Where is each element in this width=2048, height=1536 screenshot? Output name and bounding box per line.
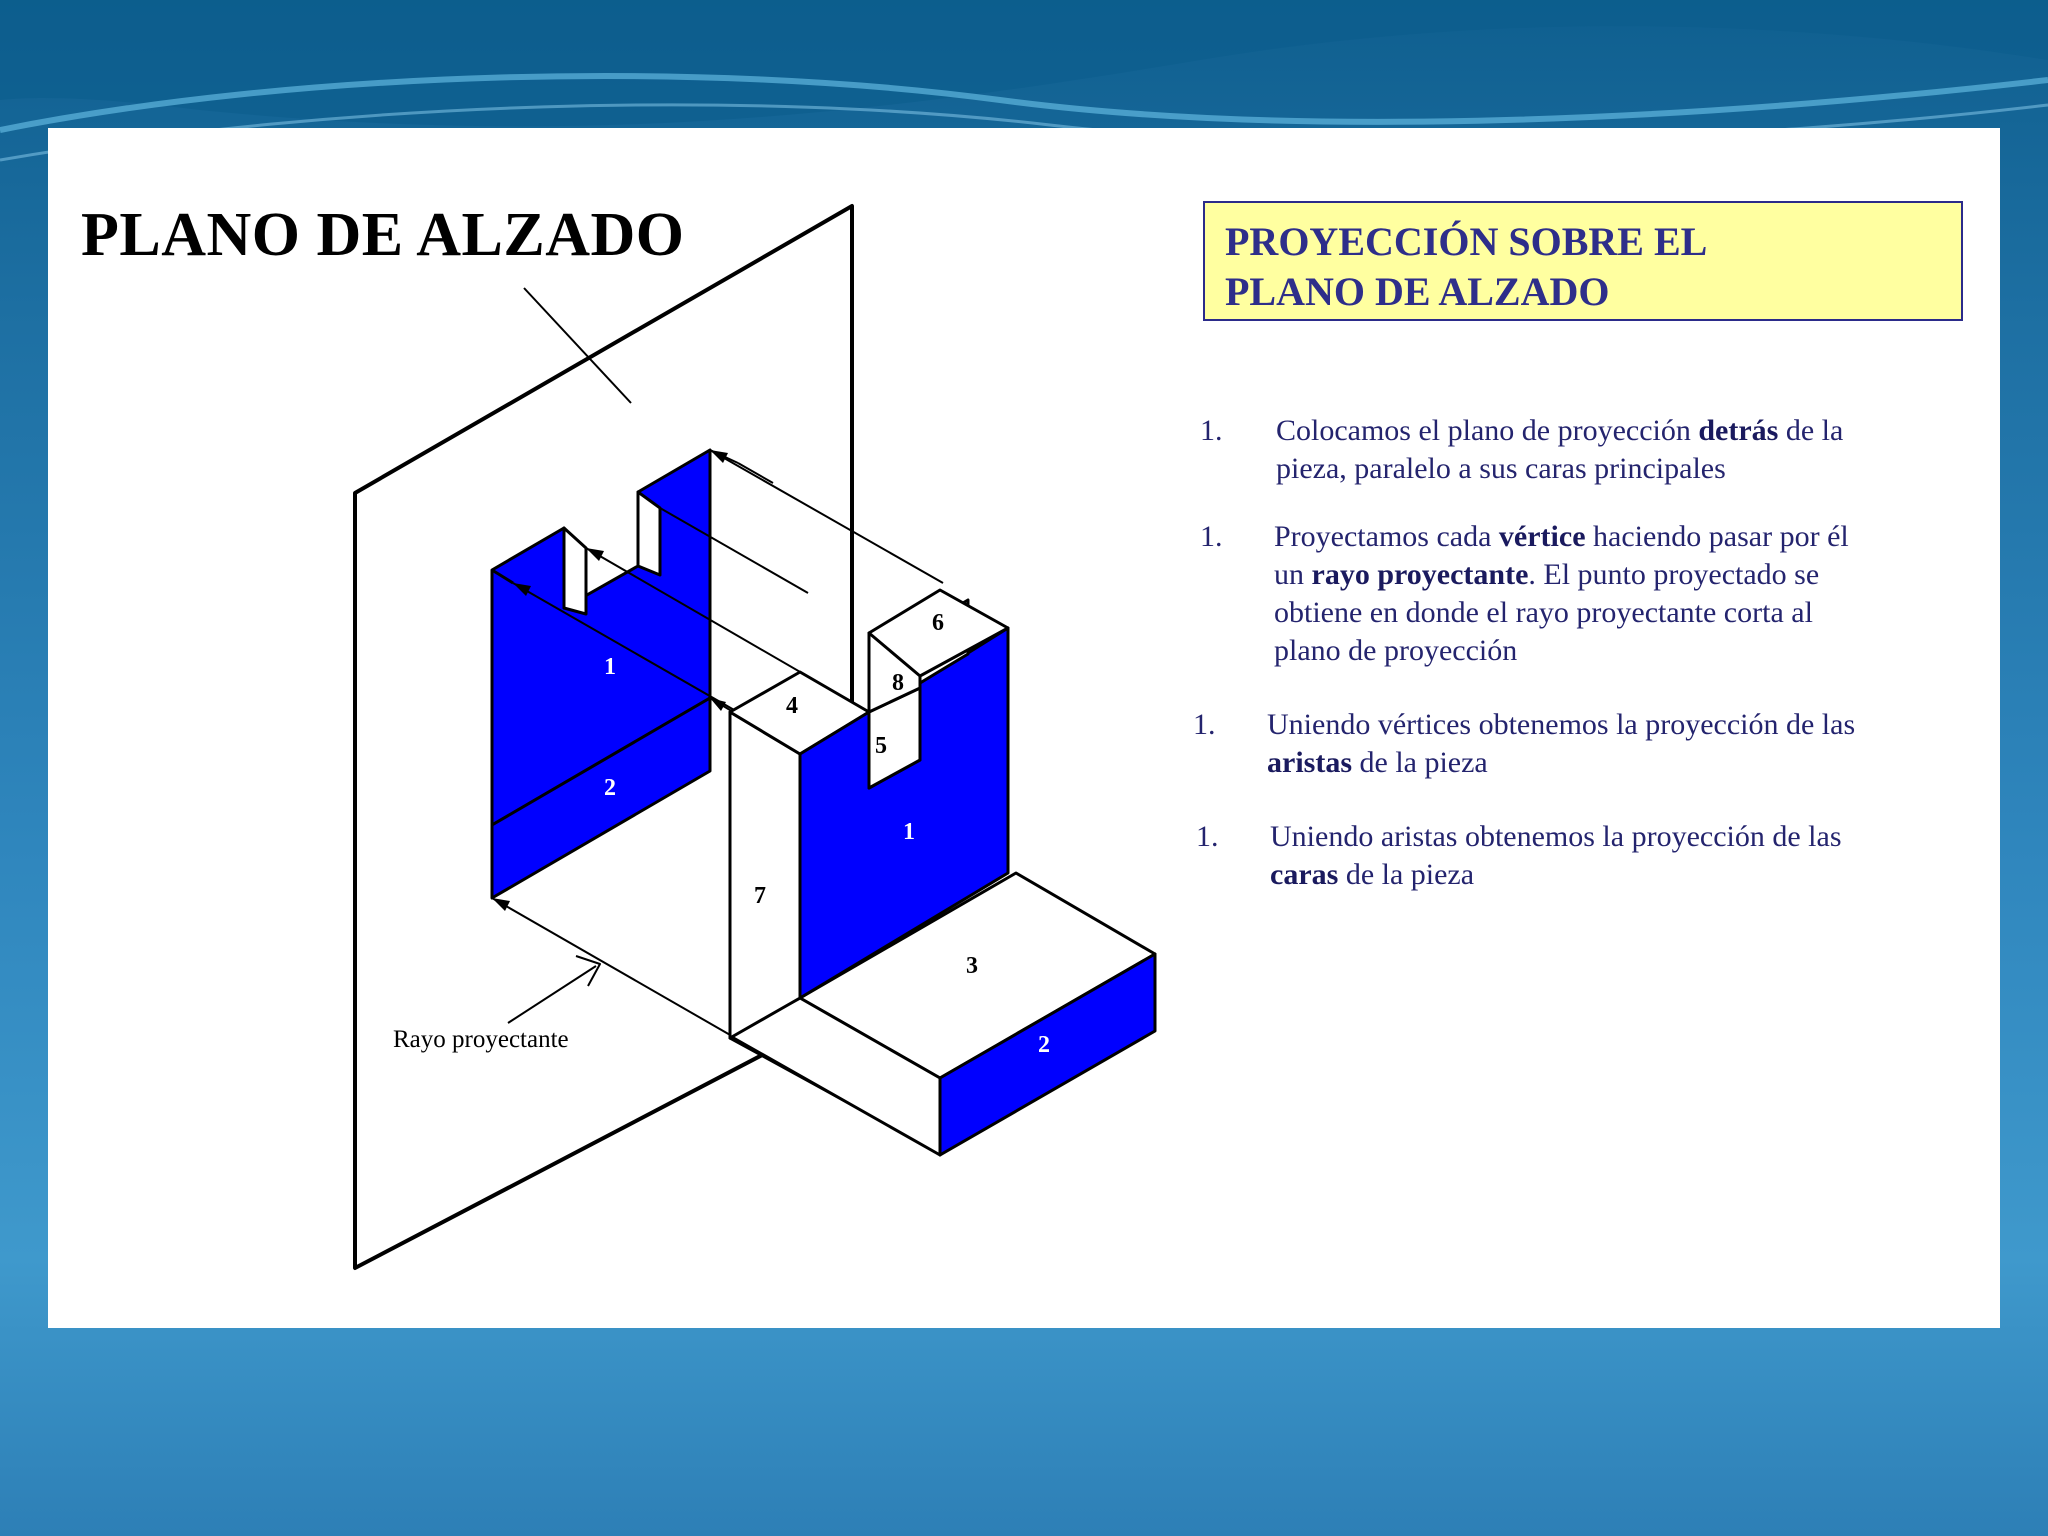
step-number: 1. xyxy=(1200,414,1223,447)
callout-line-1: PROYECCIÓN SOBRE EL xyxy=(1225,219,1708,264)
projected-notch-right xyxy=(638,492,660,575)
step-number: 1. xyxy=(1196,820,1219,853)
label-face-1: 1 xyxy=(903,819,915,845)
step-number: 1. xyxy=(1193,708,1216,741)
step-line: pieza, paralelo a sus caras principales xyxy=(1276,452,1726,485)
step-line: Uniendo vértices obtenemos la proyección de las xyxy=(1267,708,1856,741)
step-number: 1. xyxy=(1200,520,1223,553)
piece-face-7 xyxy=(730,712,800,1038)
callout-line-2: PLANO DE ALZADO xyxy=(1225,269,1610,314)
step-line: Uniendo aristas obtenemos la proyección de las xyxy=(1270,820,1842,853)
step-line: caras de la pieza xyxy=(1270,858,1475,891)
step-line: Proyectamos cada vértice haciendo pasar por él xyxy=(1274,520,1849,553)
label-face-3: 3 xyxy=(966,953,978,979)
label-back-face-2: 2 xyxy=(604,775,616,801)
step-line: aristas de la pieza xyxy=(1267,746,1488,779)
slide-panel xyxy=(48,128,2000,1328)
label-face-8: 8 xyxy=(892,670,904,696)
step-line: plano de proyección xyxy=(1274,634,1518,667)
step-line: obtiene en donde el rayo proyectante corta al xyxy=(1274,596,1813,629)
plane-title: PLANO DE ALZADO xyxy=(81,201,685,269)
callout-box xyxy=(1203,201,1963,321)
ray-label: Rayo proyectante xyxy=(393,1026,569,1053)
label-face-6: 6 xyxy=(932,610,944,636)
label-face-7: 7 xyxy=(754,883,766,909)
label-face-5: 5 xyxy=(875,733,887,759)
step-line: Colocamos el plano de proyección detrás de la xyxy=(1276,414,1844,447)
label-back-face-1: 1 xyxy=(604,654,616,680)
label-face-2: 2 xyxy=(1038,1032,1050,1058)
label-face-4: 4 xyxy=(786,693,798,719)
step-line: un rayo proyectante. El punto proyectado se xyxy=(1274,558,1820,591)
